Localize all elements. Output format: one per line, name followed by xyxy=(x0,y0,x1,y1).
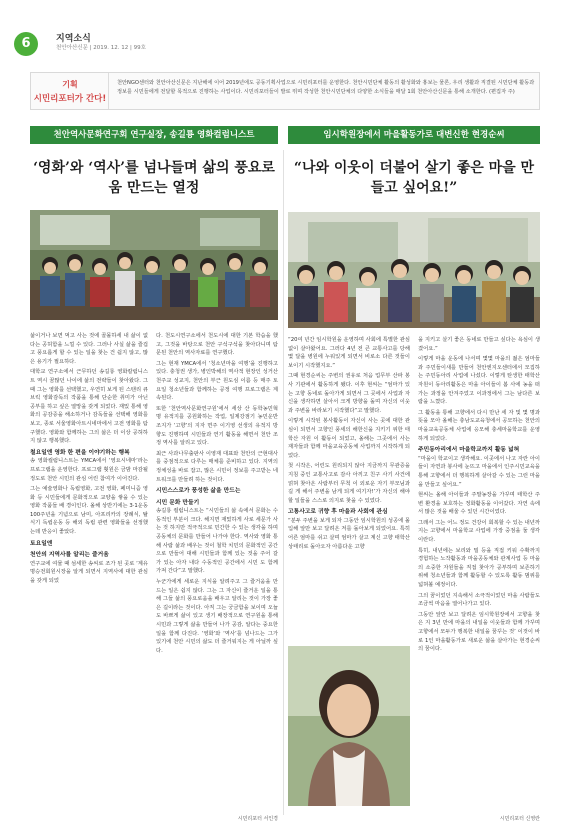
article-paragraph: 송길룡 컬럼니스트는 “시민들의 삶 속에서 문화는 수동적인 부분이 크다. 해지면 재밌하게 사로 세문가 사는 것 하지만 적극적으로 민간한 수 있는 생각을 하며 공동체의 문화를 만들어 나가야 한다. 역사와 영화 통해 사람 삶과 배우는 것이 철학 치민의 문화적인 공간으로 만들어 대해 시민들과 함께 있는 것을 주어 갈 가 있는 아자 내다 수동적인 공간에서 시민 도 함께 가져 간다”고 말했다. xyxy=(156,508,278,575)
page-number: 6 xyxy=(14,32,38,56)
article-paragraph: 그는 현재 YMCA에서 ‘청소년마을 여행’을 진행하고 있다. 충청권 생가, 병인박해의 역사적 현장인 성거산 천주교 성교지, 천안의 부근 원도심 이름 등 매주 토요일 청소년들과 함께하는 공정 여행 프로그램은 계속된다. xyxy=(156,360,278,402)
article-paragraph: 그는 예술영화나 독립영화, 고전 영화, 페미니즘 영화 등 시민들에게 문화적으로 교양을 쌓을 수 있는 영화 작품들 배 경이인다. 올해 상반기에는 3·1운동 100주년을 기념으로 남미, 아프리카의 장례식, 탈식기 독립운동 등 해외 독립 관련 영화들을 선정했는데 반응이 좋았다. xyxy=(30,486,148,536)
article-paragraph: 삶이거나 보면 먹고 사는 것에 골몰하세 내 삶이 없다는 공허함을 느낄 수 있다. 그러나 사실 삶을 즐겁고 풍요롭게 할 수 있는 일을 찾는 건 쉽지 않고, 많은 용기가 필요하다. xyxy=(30,333,148,365)
article-paragraph: 첫 시작은, 어린도 원리되지 않아 지금까지 무관증을 지침 중인 교통사고로 감사 아끼고 친구 사기 사건에 얽혀 찾아온 사람부터 무척 이 외로운 자기 부모님과 길 게 해서 주변을 남게 되게 여기자!’가 자신의 해야 할 일들을 스스로 의지로 찾을 수 있었다. xyxy=(288,463,410,504)
right-article-column-2 xyxy=(418,336,540,656)
left-article-credit: 시민리포터 서인경 xyxy=(237,816,278,822)
left-article-banner: 천안역사문화연구회 연구실장, 송길룡 영화컬럼니스트 xyxy=(30,126,278,144)
article-subheading: 시민 문화 만들기 xyxy=(156,499,200,506)
right-article-column-1 xyxy=(288,336,410,553)
section-name: 지역소식 xyxy=(56,34,91,44)
article-subheading: 고통사고로 귀향 후 마을과 사회에 관심 xyxy=(288,509,388,516)
article-paragraph: “마을이 학교이고 생각해요. 이곳에서 나고 자란 아이들이 자연과 봉사에 눈뜨고 마을에서 인주시민교육을 통해 고향에서 더 행복하게 살아갈 수 있는 그런 마을을 만들고 싶어요.” xyxy=(418,455,540,488)
article-paragraph: 을 지키고 살기 좋은 동네로 만들고 싶다는 욕심이 생겼어요.” xyxy=(418,337,540,352)
intro-box xyxy=(30,72,540,110)
article-paragraph: “분두 주변을 보게 되자 그동안 임시학원의 성공에 몰입해 앞만 보고 달려온 저를 돌아보게 되었어요. 특히 어른 엄마를 쉬고 살며 엄마가 살고 계신 고향 태학산 상태리로 돌아오자 아름다운 고향 xyxy=(288,517,410,550)
article-paragraph: 그동안 앞만 보고 달려온 임시학원장에서 고향을 찾은 지 3년 만에 마을의 내일을 이웃들과 함께 가꾸며 고향에서 모두가 행복한 내일을 꿈꾸는 것’ 이것이 바로 1인 마을활동가로 새로운 삶을 살아가는 현경순씨의 꿈이다. xyxy=(418,611,540,653)
right-article-photo xyxy=(288,212,540,328)
article-paragraph: 그때 현경순씨는 주변의 권유로 처음 업무부 산파 봉사 기관에서 활동하게 됐다. 이후 현씨는 “엄마가 있는 고향 동네로 돌아가게 되면서 그 곳에서 사업과 자신을 생각하면 살아서 크게 방향을 돌며 자신의 이웃과 주변을 바라보기 시작했다”고 말했다. xyxy=(288,373,410,414)
article-subheading: 철요일엔 영화 한 편을 이야기하는 행복 xyxy=(30,449,130,456)
article-paragraph: 누군가에게 세로운 지식을 알려주고 그 즐거움을 만드는 일은 쉽지 않다. 그는 그 자신이 즐거운 일을 통해 그들 삶의 풍요로움을 배우고 알리는 것이 가장 좋은 길이라는 것이다. 아직 그는 궁금함을 보이며 오늘도 바쁘게 삶이 있고 생기 배장적으로 연구원을 통해 시민과 그렇게 삶을 만들어 나가 공감, 알다는 중요한 일을 함께 다진다. ‘영화’와 ‘역사’를 넘나드는 그가 있기에 천안 시민의 삶도 더 즐거워지는 게 아닐까 싶다. xyxy=(156,579,278,654)
right-article-headline: “나와 이웃이 더불어 살기 좋은 마을 만들고 싶어요!” xyxy=(293,160,535,196)
left-article-column-2 xyxy=(156,332,278,657)
article-subheading: 천안의 지역사를 알리는 즐거움 xyxy=(30,552,109,559)
article-paragraph: 그의 꿈이었던 지속해서 소극적이었던 마을 사람들도 조금씩 마음을 열어나가고 있다. xyxy=(418,592,540,608)
article-paragraph: 송 영화컬럼니스트는 YMCA에서 ‘영요시네마’라는 프로그램을 운영한다. 프로그램 횟원은 금밤 마감될 정도로 천안 시민의 관심 어린 참여가 이어진다. xyxy=(30,458,148,482)
left-article-photo xyxy=(30,210,278,320)
intro-label: 시민리포터가 간다! xyxy=(33,94,107,104)
right-article-portrait xyxy=(288,646,410,806)
intro-text: 천안NGO센터와 천안아산신문은 지난해에 이어 2019년에도 공동기획사업으로 시민리포터를 운영한다. 천안시민단체 활동의 활성화와 홍보는 물론, 우리 생활과 직결된 시민단체 활동과 정보를 시민들에게 전달할 목적으로 진행하는 사업이다. 시민리포터들이 발로 뛰며 작성한 천안시민단체의 다양한 소식들을 매달 1회 천안아산신문을 통해 소개한다. (편집자 주) xyxy=(117,80,535,95)
intro-kicker: 기획 xyxy=(62,80,78,89)
article-paragraph: 그 활동을 통해 고향에서 다시 만난 세 자 및 몇 명과 뜻을 모아 올해는 충남도교육청에서 공모하는 천안의 마을교육공동체 사업에 응모해 충세마을학교를 운영하게 되었다. xyxy=(418,409,540,442)
article-paragraph: 이렇게 시작된 봉사활동이 자신이 사는 곳에 대한 관심이 되면서 고향인 풍세의 해한신을 지키기 위한 태학산 자원 이 활동이 되었고, 올해는 그곳에서 사는 재자들과 함께 마을교육공동체 사업까지 시작하게 되었다. xyxy=(288,418,410,459)
article-paragraph: 대학교 연구소에서 근무하던 송길룡 영화칼럼니스트 역시 꿈많던 나이에 삶의 전략들이 찾아왔다. 그때 그는 영화를 선택했고, 우연히 보게 된 스탠리 큐브릭 영화감독의 작품을 통해 단순한 취미가 아닌 공부를 하고 싶은 열망을 갖게 되었다. 재밌 통해 영화의 공감증을 해소하거나 감독들을 선택해 영화를 보고, 종로 서울영화아트시네마에서 고전 영화를 탐구했다. 영화와 함께하는 그의 삶은 더 이상 공허하지 않고 행복했다. xyxy=(30,369,148,445)
right-article-credit: 시민리포터 신영란 xyxy=(499,816,540,822)
article-subheading: 시민스스로가 풍성한 삶을 만드는 xyxy=(156,488,241,495)
article-subheading: 토요일엔 xyxy=(30,540,53,547)
article-paragraph: 현씨는 올해 아이들과 주말농장을 가꾸며 태학산 주변 환경을 보호하는 정화활동을 이어갔다. 자연 속에서 많은 것을 배울 수 있던 시간이었다. xyxy=(418,492,540,516)
article-paragraph: 이렇게 마을 운동에 나서며 몇몇 마을의 젊은 엄마들과 주민들이새를 만들어 천안엔지오센터에서 모집하는 주민동아리 사업에 나섰다. 이렇게 탄생한 태학산 자원이 동아리활동은 마을 아이들이 봄 사에 농을 떠가는 과정을 안겨주었고 이과정에서 그는 남다른 보람을 느꼈다. xyxy=(418,356,540,406)
article-paragraph: 연구교에 여물 때 섬세한 송씨로 조가 된 곳로 ‘계유명승전회원시장을 알게 되면서 지역사에 대한 관심을 갖게 되었 xyxy=(30,560,148,585)
intro-tag xyxy=(31,73,109,109)
left-article-headline: ‘영화’와 ‘역사’를 넘나들며 삶의 풍요로움 만드는 열정 xyxy=(33,160,275,196)
article-paragraph: 최근 사과나무출판사 이영재 대표와 천안의 근현대사를 중점적으로 다루는 매체를 준비하고 있다. 지역의 정체성을 바로 잡고, 많은 시민이 정보를 주고받는 네트워크를 만들려 하는 것이다. xyxy=(156,450,278,483)
right-article-banner: 임시학원장에서 마을활동가로 대변신한 현경순씨 xyxy=(288,126,540,144)
article-subheading: 주민동아리에서 마을학교까지 활동 넓혀 xyxy=(418,447,520,454)
article-paragraph: 특히, 내년에는 보리와 밀 등을 직접 키워 수확까지 경험하는 노작활동과 마을공동체와 관계사업 등 마을의 소중한 자원들을 직접 찾아가 공부하며 보존하기 위해 청소년들과 함께 활동할 수 있도록 활동 범위를 넓혀볼 예정이다. xyxy=(418,547,540,589)
article-paragraph: 또한 ‘천안역사문화연구원’에서 세상 산 동학농민혁명 유적지를 공원화하는 작업, 일제강점기 농민운반 조지가 ‘고향’의 지자 면주 이기영 선생의 유적지 방향도 진행하며 시민들과 연기 활동을 해면서 천안 조정 역사를 알리고 있다. xyxy=(156,405,278,447)
article-paragraph: “20여 년간 임시학원을 운영하며 사회에 특별한 관심 없이 살아왔어요. 그러다 4년 전 큰 교통사고를 당해 몇 달을 병원에 누워있게 되면서 비로소 다른 것들이 보이기 시작했지요.” xyxy=(288,337,410,369)
left-article-column-1 xyxy=(30,332,148,588)
article-paragraph: 그래서 그는 어느 정도 건강이 회복할 수 있는 내년까지는 고향에서 마을학교 사업에 가장 중점을 둘 생각이란다. xyxy=(418,519,540,544)
issue-info: 천안아산신문 | 2019. 12. 12 | 99호 xyxy=(56,45,146,51)
article-paragraph: 다. 천도시연구소에서 천도시에 대한 기본 학습을 했고, 그것을 바탕으로 천안 구석구석을 찾아다니며 탐문된 천안의 역사자료를 연구했다. xyxy=(156,333,278,357)
column-divider xyxy=(283,150,284,815)
